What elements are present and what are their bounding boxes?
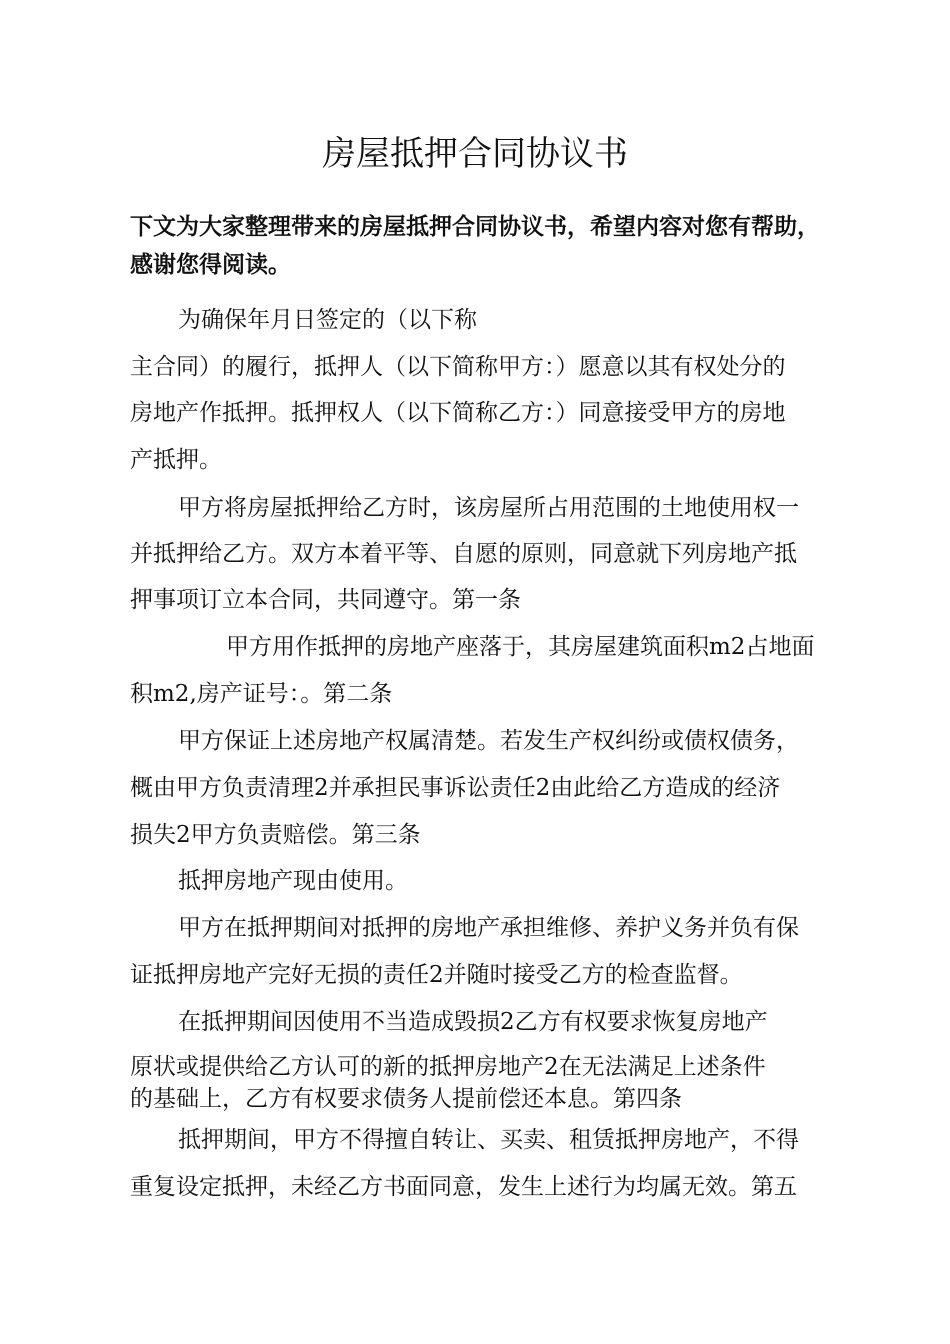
body-line: 抵押房地产现由使用。 — [178, 868, 408, 894]
body-line: 证抵押房地产完好无损的责任2并随时接受乙方的检查监督。 — [130, 962, 743, 988]
body-line: 押事项订立本合同，共同遵守。第一条 — [130, 587, 521, 613]
body-line: 重复设定抵押，未经乙方书面同意，发生上述行为均属无效。第五 — [130, 1174, 797, 1200]
body-line: 积m2,房产证号：。第二条 — [130, 681, 393, 707]
body-line: 损失2甲方负责赔偿。第三条 — [130, 822, 421, 848]
body-line: 甲方用作抵押的房地产座落于，其房屋建筑面积m2占地面 — [226, 634, 815, 660]
body-line: 为确保年月日签定的（以下称 — [178, 307, 477, 333]
body-line: 甲方保证上述房地产权属清楚。若发生产权纠纷或债权债务， — [178, 728, 799, 754]
body-line: 产抵押。 — [130, 447, 222, 473]
body-line: 房地产作抵押。抵押权人（以下简称乙方：）同意接受甲方的房地 — [130, 400, 786, 426]
body-line: 主合同）的履行，抵押人（以下简称甲方：）愿意以其有权处分的 — [130, 354, 786, 380]
body-line: 原状或提供给乙方认可的新的抵押房地产2在无法满足上述条件 — [130, 1054, 766, 1080]
intro-paragraph: 下文为大家整理带来的房屋抵押合同协议书，希望内容对您有帮助，感谢您得阅读。 — [130, 214, 820, 278]
body-line: 在抵押期间因使用不当造成毁损2乙方有权要求恢复房地产 — [178, 1009, 768, 1035]
body-line: 抵押期间，甲方不得擅自转让、买卖、租赁抵押房地产，不得 — [178, 1127, 799, 1153]
body-line: 甲方将房屋抵押给乙方时，该房屋所占用范围的土地使用权一 — [178, 495, 799, 521]
body-line: 并抵押给乙方。双方本着平等、自愿的原则，同意就下列房地产抵 — [130, 541, 797, 567]
body-line: 的基础上，乙方有权要求债务人提前偿还本息。第四条 — [130, 1086, 682, 1112]
body-line: 概由甲方负责清理2并承担民事诉讼责任2由此给乙方造成的经济 — [130, 775, 781, 801]
body-line: 甲方在抵押期间对抵押的房地产承担维修、养护义务并负有保 — [178, 915, 799, 941]
document-title: 房屋抵押合同协议书 — [322, 134, 628, 174]
